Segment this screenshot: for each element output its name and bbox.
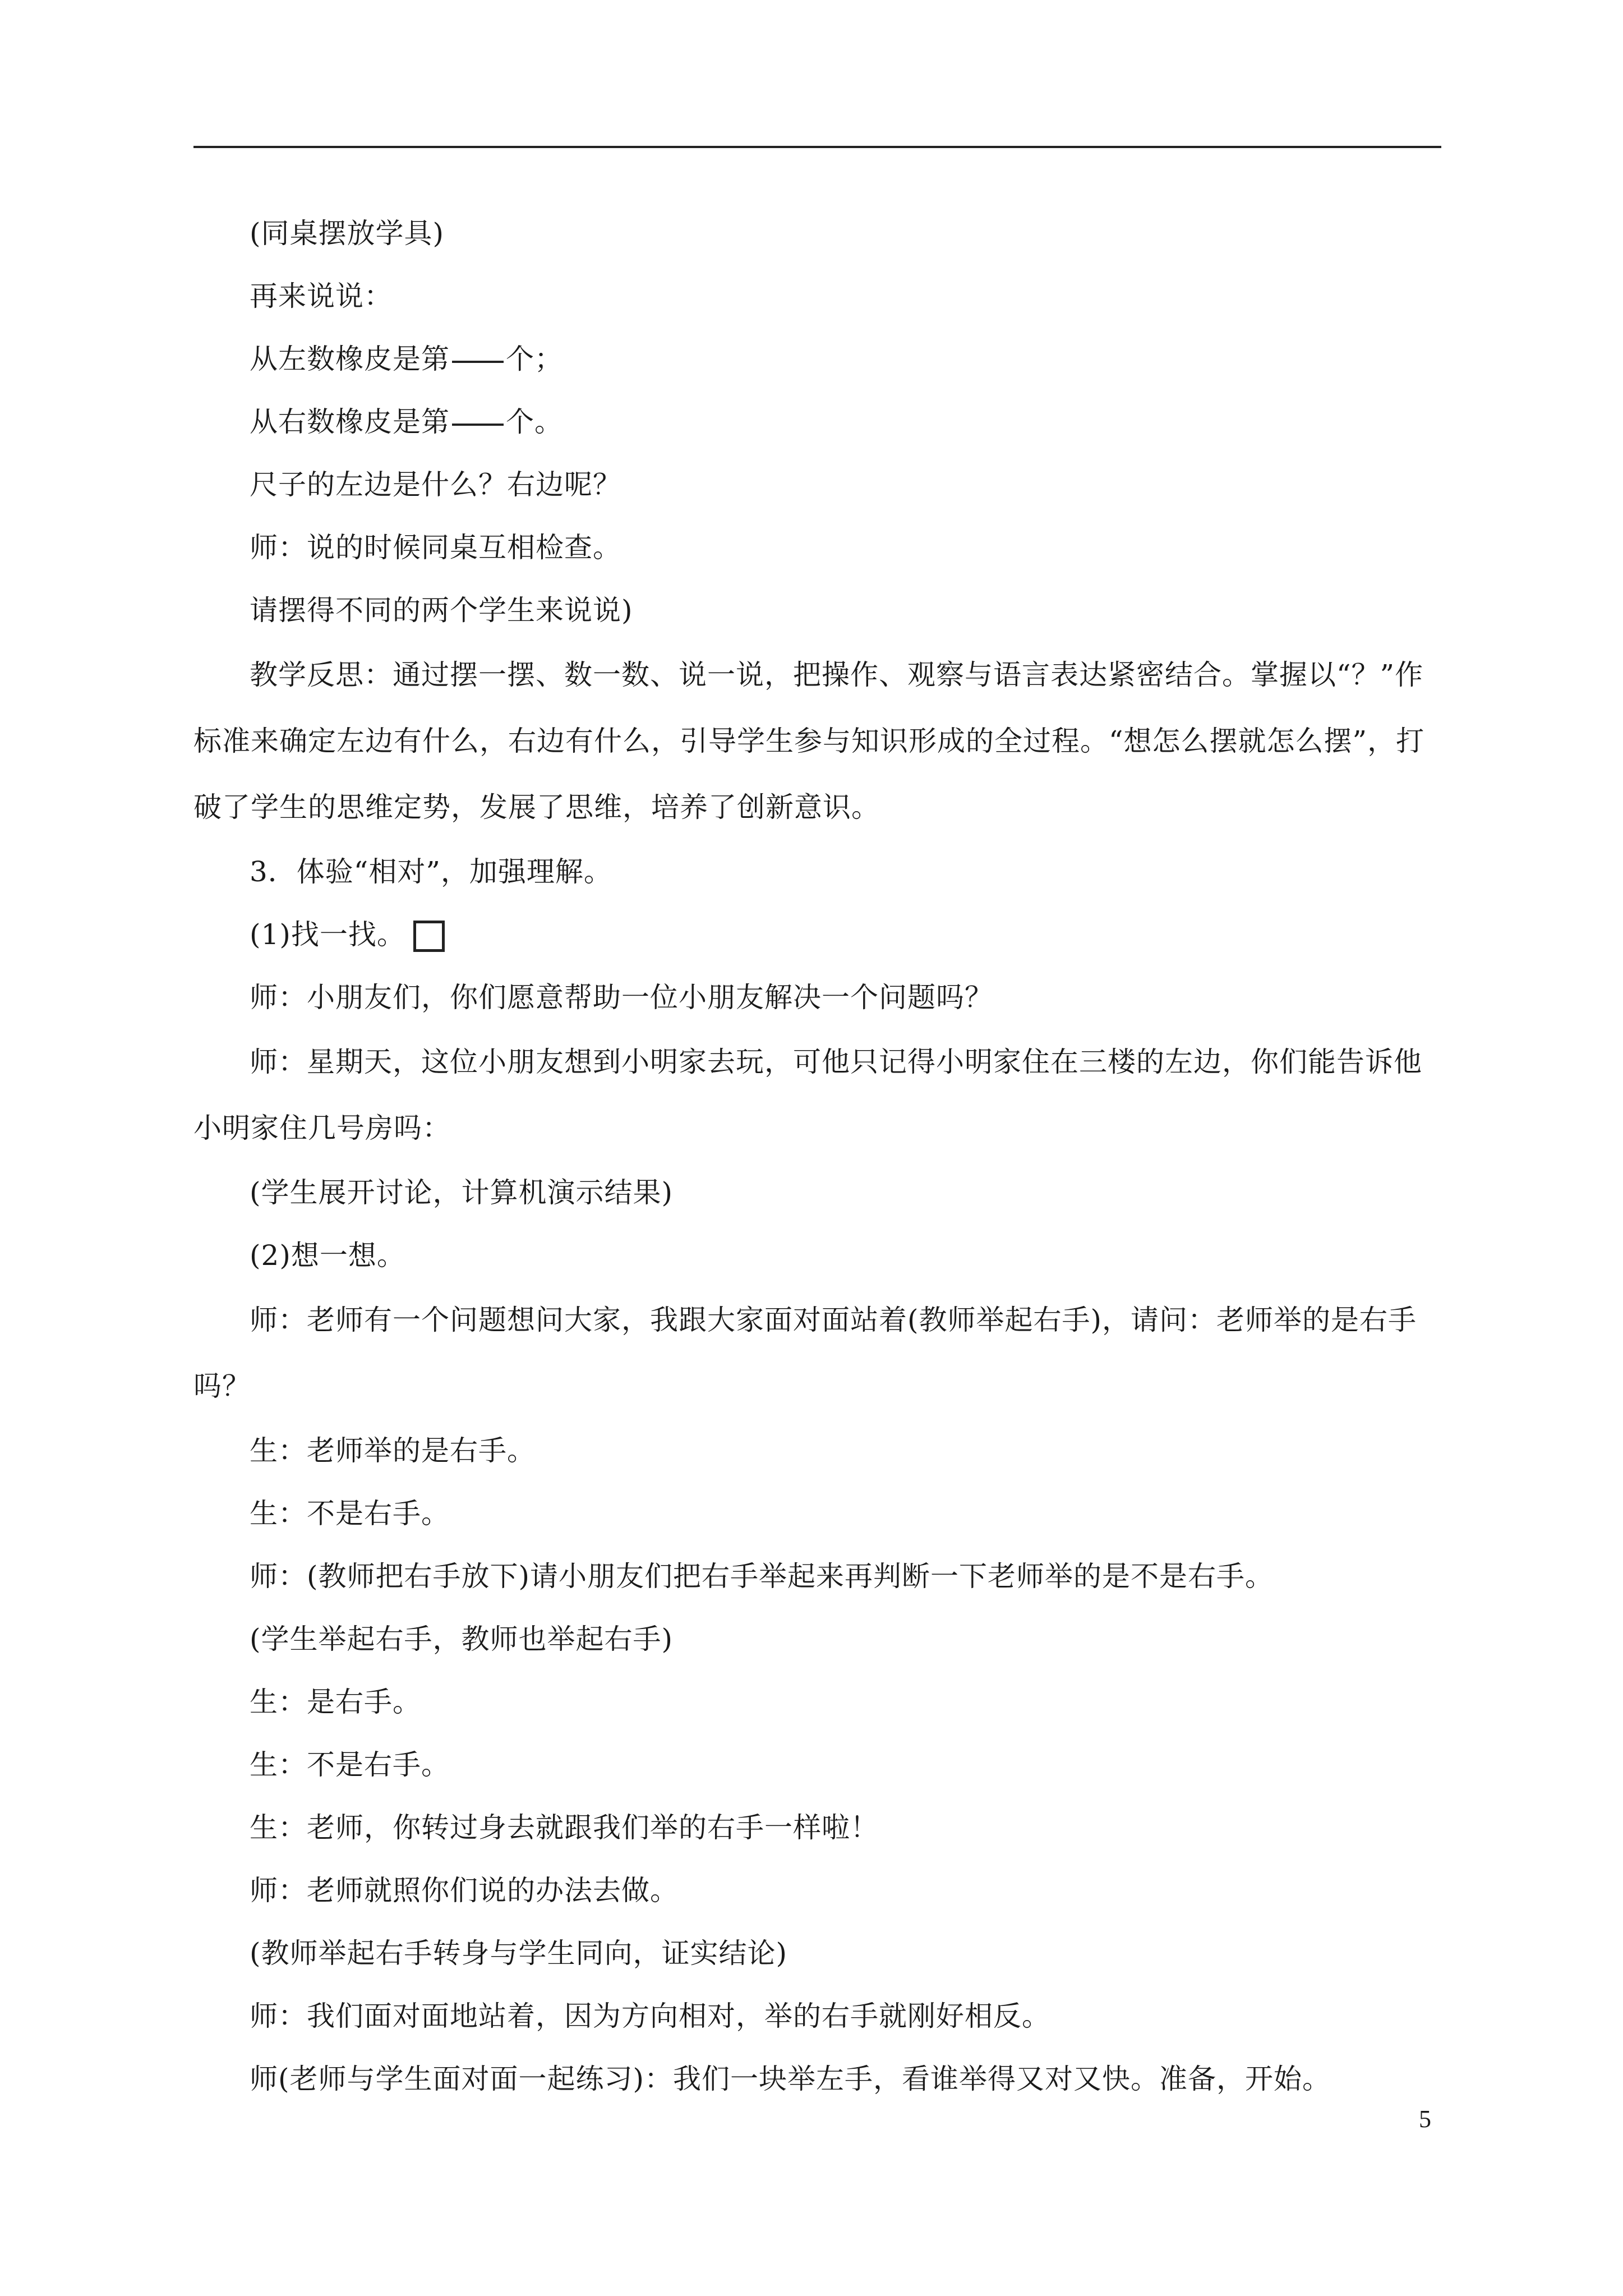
paragraph: (教师举起右手转身与学生同向，证实结论) [250, 1937, 788, 1970]
header-rule [193, 146, 1441, 148]
paragraph: 尺子的左边是什么？右边呢？ [250, 468, 621, 501]
paragraph [193, 328, 1441, 390]
paragraph-reflection: 教学反思：通过摆一摆、数一数、说一说，把操作、观察与语言表达紧密结合。掌握以“？”作标准来确定左边有什么，右边有什么，引导学生参与知识形成的全过程。“想怎么摆就怎么摆”，打破了学生的思维定势，发展了思维，培养了创新意识。 [193, 659, 1425, 823]
square-box-icon [413, 921, 445, 952]
paragraph: 师：老师有一个问题想问大家，我跟大家面对面站着(教师举起右手)，请问：老师举的是右手吗？ [193, 1304, 1417, 1402]
paragraph [193, 390, 1441, 453]
paragraph: 生：老师举的是右手。 [250, 1434, 536, 1467]
paragraph: 请摆得不同的两个学生来说说) [250, 594, 633, 627]
text-segment: 从右数橡皮是第 [250, 406, 450, 438]
paragraph [193, 903, 1441, 966]
paragraph: 师(老师与学生面对面一起练习)：我们一块举左手，看谁举得又对又快。准备，开始。 [250, 2063, 1331, 2095]
paragraph: 师：(教师把右手放下)请小朋友们把右手举起来再判断一下老师举的是不是右手。 [250, 1560, 1274, 1593]
paragraph: 生：不是右手。 [250, 1749, 450, 1781]
text-segment: (1)找一找。 [250, 918, 405, 951]
paragraph: (2)想一想。 [250, 1239, 405, 1272]
document-body [193, 202, 1441, 2110]
text-segment: 个； [506, 343, 563, 375]
text-segment: 从左数橡皮是第 [250, 343, 450, 375]
paragraph: 生：是右手。 [250, 1686, 421, 1718]
section-heading: 3．体验“相对”，加强理解。 [250, 855, 612, 888]
paragraph: 再来说说： [250, 280, 393, 312]
paragraph: 师：说的时候同桌互相检查。 [250, 531, 621, 564]
paragraph: (学生展开讨论，计算机演示结果) [250, 1176, 674, 1209]
paragraph: 生：老师，你转过身去就跟我们举的右手一样啦！ [250, 1811, 879, 1844]
page-number: 5 [1419, 2105, 1431, 2133]
paragraph: 师：小朋友们，你们愿意帮助一位小朋友解决一个问题吗？ [250, 981, 993, 1014]
fill-blank [452, 424, 504, 426]
paragraph: 生：不是右手。 [250, 1497, 450, 1530]
text-segment: 个。 [506, 406, 563, 438]
paragraph: 师：我们面对面地站着，因为方向相对，举的右手就刚好相反。 [250, 2000, 1050, 2032]
paragraph: (学生举起右手，教师也举起右手) [250, 1623, 674, 1655]
paragraph: 师：老师就照你们说的办法去做。 [250, 1874, 679, 1907]
fill-blank [452, 361, 504, 363]
paragraph: (同桌摆放学具) [250, 217, 445, 250]
paragraph: 师：星期天，这位小朋友想到小明家去玩，可他只记得小明家住在三楼的左边，你们能告诉他小明家住几号房吗： [193, 1046, 1422, 1144]
